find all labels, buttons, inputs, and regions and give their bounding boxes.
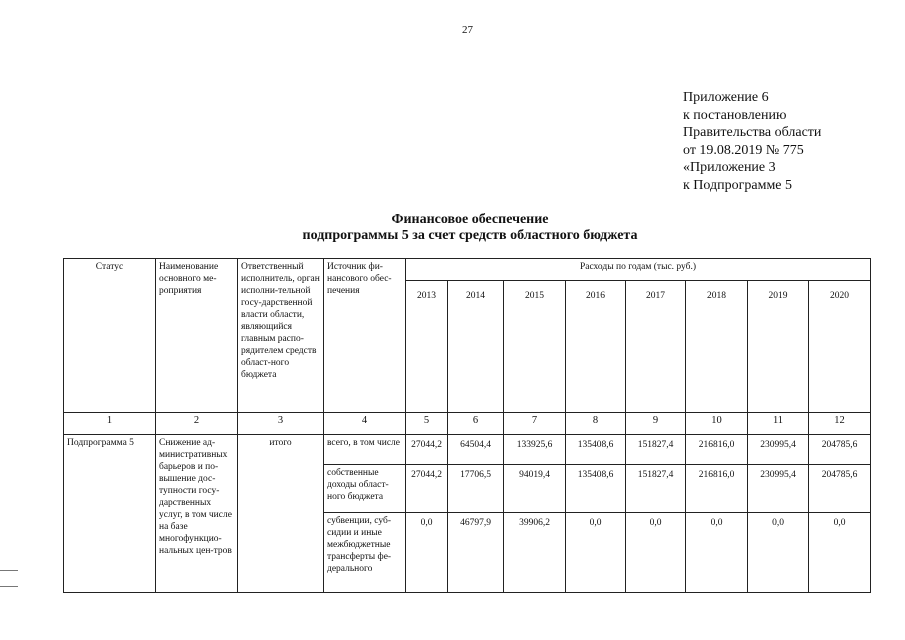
column-number: 3: [238, 413, 324, 435]
value-cell: 0,0: [748, 513, 809, 593]
value-cell: 0,0: [686, 513, 748, 593]
executor-cell: итого: [238, 435, 324, 593]
header-year: 2018: [686, 281, 748, 413]
column-number: 8: [566, 413, 626, 435]
appendix-line: Приложение 6: [683, 90, 769, 105]
scan-edge-mark: [0, 570, 18, 571]
value-cell: 204785,6: [809, 465, 871, 513]
value-cell: 39906,2: [504, 513, 566, 593]
appendix-block: [683, 89, 821, 195]
value-cell: 17706,5: [448, 465, 504, 513]
source-cell: субвенции, суб-сидии и иные межбюджетные трансферты фе-дерального: [324, 513, 406, 593]
value-cell: 94019,4: [504, 465, 566, 513]
header-year: 2014: [448, 281, 504, 413]
appendix-line: от 19.08.2019 № 775: [683, 142, 804, 158]
source-cell: собственные доходы област-ного бюджета: [324, 465, 406, 513]
appendix-line: Правительства области: [683, 125, 822, 141]
header-year: 2020: [809, 281, 871, 413]
column-number: 11: [748, 413, 809, 435]
column-number: 6: [448, 413, 504, 435]
appendix-line: «Приложение 3: [683, 160, 776, 176]
header-name: Наименование основного ме-роприятия: [156, 259, 238, 413]
header-expenses: Расходы по годам (тыс. руб.): [406, 259, 871, 281]
value-cell: 46797,9: [448, 513, 504, 593]
value-cell: 216816,0: [686, 465, 748, 513]
column-number: 2: [156, 413, 238, 435]
title-line: подпрограммы 5 за счет средств областного бюджета: [302, 228, 638, 243]
source-cell: всего, в том числе: [324, 435, 406, 465]
value-cell: 151827,4: [626, 435, 686, 465]
column-number: 10: [686, 413, 748, 435]
value-cell: 0,0: [809, 513, 871, 593]
value-cell: 216816,0: [686, 435, 748, 465]
appendix-line: к Подпрограмме 5: [683, 177, 793, 193]
column-number: 12: [809, 413, 871, 435]
header-source: Источник фи-нансового обес-печения: [324, 259, 406, 413]
status-cell: Подпрограмма 5: [64, 435, 156, 593]
funding-table: [63, 258, 871, 593]
appendix-line: к постановлению: [683, 107, 787, 123]
value-cell: 133925,6: [504, 435, 566, 465]
value-cell: 27044,2: [406, 465, 448, 513]
value-cell: 204785,6: [809, 435, 871, 465]
value-cell: 27044,2: [406, 435, 448, 465]
header-executor: Ответственный исполнитель, орган исполни-тельной госу-дарственной власти области, являющийся главным распо-рядителем средств област-ного бюджета: [238, 259, 324, 413]
column-number: 1: [64, 413, 156, 435]
value-cell: 135408,6: [566, 465, 626, 513]
column-number: 4: [324, 413, 406, 435]
value-cell: 230995,4: [748, 465, 809, 513]
value-cell: 0,0: [566, 513, 626, 593]
scan-edge-mark: [0, 586, 18, 587]
value-cell: 230995,4: [748, 435, 809, 465]
value-cell: 151827,4: [626, 465, 686, 513]
header-year: 2019: [748, 281, 809, 413]
document-title: [240, 212, 700, 244]
value-cell: 0,0: [406, 513, 448, 593]
table-row: [64, 435, 871, 465]
header-year: 2015: [504, 281, 566, 413]
value-cell: 64504,4: [448, 435, 504, 465]
header-status: Статус: [64, 259, 156, 413]
header-year: 2017: [626, 281, 686, 413]
column-number: 7: [504, 413, 566, 435]
title-line: Финансовое обеспечение: [391, 212, 549, 227]
header-year: 2013: [406, 281, 448, 413]
column-number: 9: [626, 413, 686, 435]
value-cell: 0,0: [626, 513, 686, 593]
measure-name-cell: Снижение ад-министративных барьеров и по-вышение дос-тупности госу-дарственных услуг, в том числе на базе многофункцио-нальных цен-тров: [156, 435, 238, 593]
value-cell: 135408,6: [566, 435, 626, 465]
column-number: 5: [406, 413, 448, 435]
page-number: 27: [462, 24, 473, 36]
header-year: 2016: [566, 281, 626, 413]
